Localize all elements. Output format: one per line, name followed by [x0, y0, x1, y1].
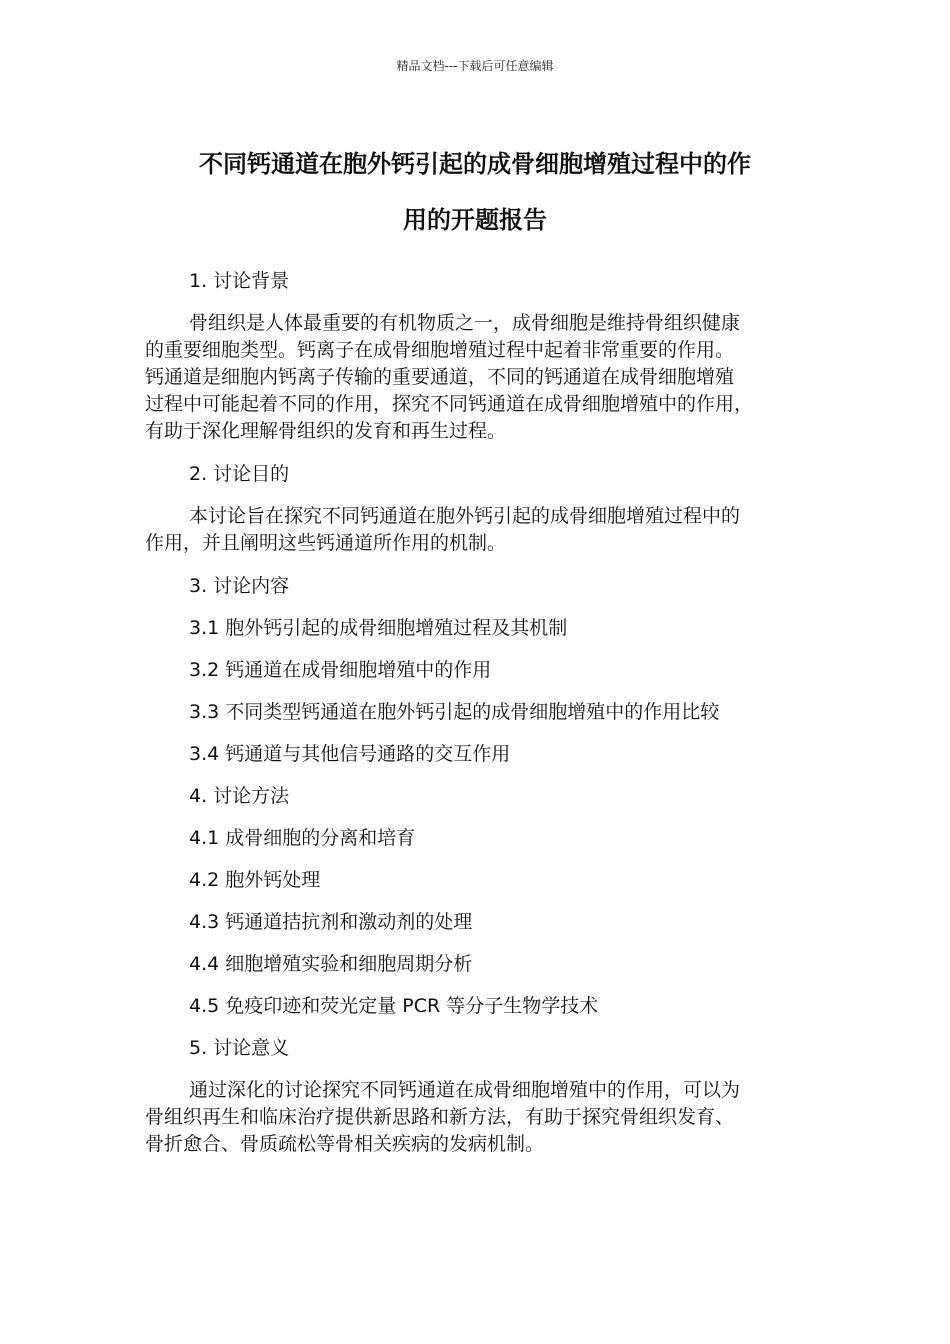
- list-item: 4.3 钙通道拮抗剂和激动剂的处理: [189, 911, 473, 933]
- section-heading-background: 1. 讨论背景: [189, 270, 290, 292]
- paragraph-line: 本讨论旨在探究不同钙通道在胞外钙引起的成骨细胞增殖过程中的: [189, 505, 741, 527]
- paragraph-line: 过程中可能起着不同的作用，探究不同钙通道在成骨细胞增殖中的作用，: [145, 393, 754, 415]
- paragraph-line: 钙通道是细胞内钙离子传输的重要通道，不同的钙通道在成骨细胞增殖: [145, 366, 735, 388]
- paragraph-significance: [145, 1077, 805, 1158]
- paragraph-line: 作用，并且阐明这些钙通道所作用的机制。: [145, 532, 507, 554]
- section-heading-methods: 4. 讨论方法: [189, 785, 290, 807]
- document-body: [145, 268, 805, 1174]
- document-title: [140, 136, 810, 248]
- paragraph-line: 通过深化的讨论探究不同钙通道在成骨细胞增殖中的作用，可以为: [189, 1079, 741, 1101]
- section-heading-significance: 5. 讨论意义: [189, 1037, 290, 1059]
- list-item: 3.2 钙通道在成骨细胞增殖中的作用: [189, 659, 492, 681]
- list-item: 3.1 胞外钙引起的成骨细胞增殖过程及其机制: [189, 617, 568, 639]
- paragraph-line: 骨组织再生和临床治疗提供新思路和新方法，有助于探究骨组织发育、: [145, 1106, 735, 1128]
- list-item: 4.5 免疫印迹和荧光定量 PCR 等分子生物学技术: [189, 995, 599, 1017]
- section-heading-purpose: 2. 讨论目的: [189, 463, 290, 485]
- list-item: 4.2 胞外钙处理: [189, 869, 321, 891]
- paragraph-purpose: [145, 503, 805, 557]
- paragraph-line: 的重要细胞类型。钙离子在成骨细胞增殖过程中起着非常重要的作用。: [145, 339, 735, 361]
- list-item: 3.4 钙通道与其他信号通路的交互作用: [189, 743, 511, 765]
- title-line-1: 不同钙通道在胞外钙引起的成骨细胞增殖过程中的作: [199, 150, 751, 178]
- paragraph-line: 骨组织是人体最重要的有机物质之一，成骨细胞是维持骨组织健康: [189, 312, 741, 334]
- list-item: 4.4 细胞增殖实验和细胞周期分析: [189, 953, 473, 975]
- header-note: 精品文档---下载后可任意编辑: [396, 59, 554, 73]
- paragraph-line: 骨折愈合、骨质疏松等骨相关疾病的发病机制。: [145, 1133, 545, 1155]
- list-item: 4.1 成骨细胞的分离和培育: [189, 827, 416, 849]
- paragraph-line: 有助于深化理解骨组织的发育和再生过程。: [145, 420, 507, 442]
- title-line-2: 用的开题报告: [403, 206, 547, 234]
- section-heading-content: 3. 讨论内容: [189, 575, 290, 597]
- list-item: 3.3 不同类型钙通道在胞外钙引起的成骨细胞增殖中的作用比较: [189, 701, 720, 723]
- paragraph-background: [145, 310, 805, 445]
